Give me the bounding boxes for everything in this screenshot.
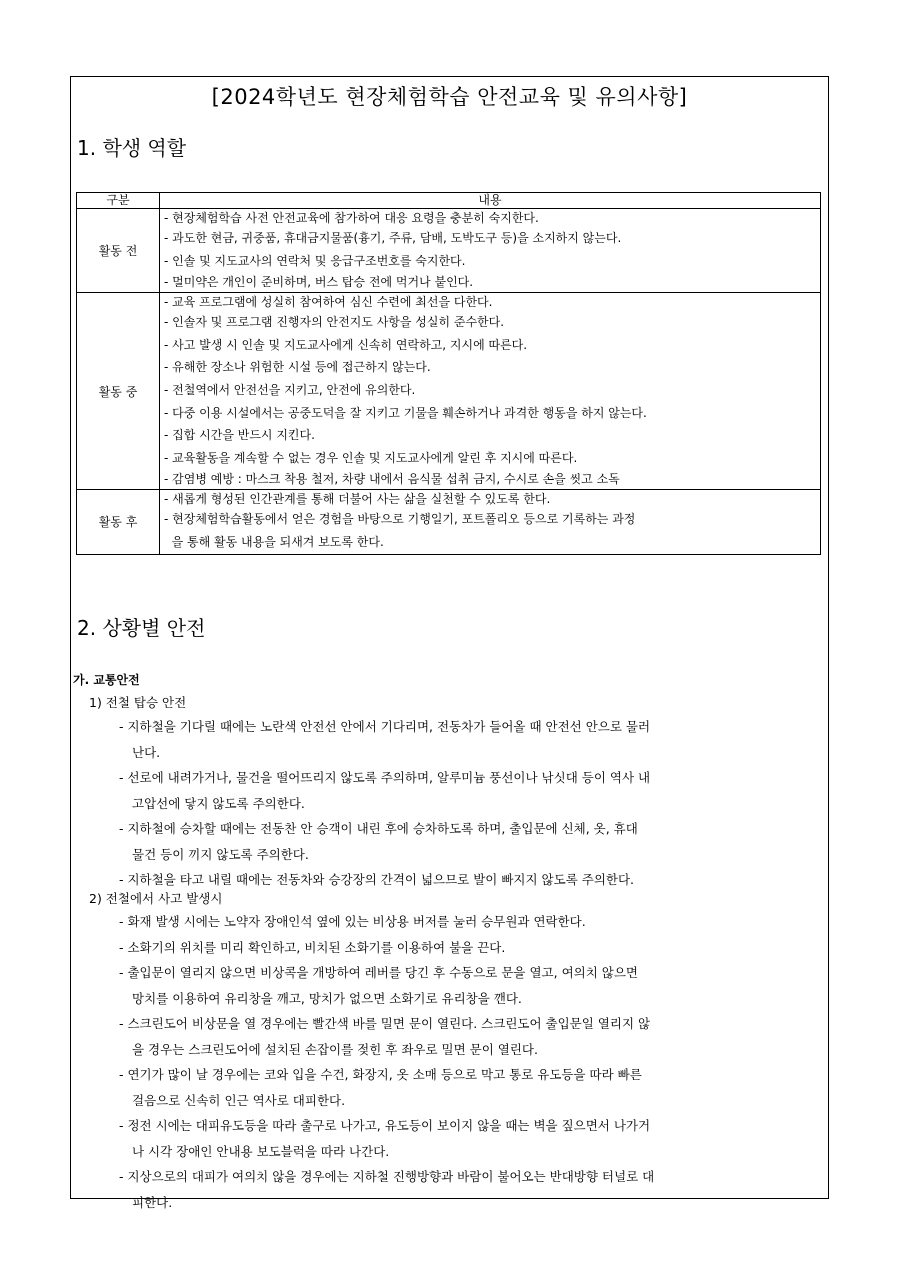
student-role-table (76, 192, 821, 555)
document-title: [2024학년도 현장체험학습 안전교육 및 유의사항] (211, 85, 688, 109)
item-subway-accident-content (119, 909, 829, 1215)
paragraph-line: - 소화기의 위치를 미리 확인하고, 비치된 소화기를 이용하여 불을 끈다. (119, 939, 506, 955)
table-row-before (77, 209, 821, 293)
table-line: - 전철역에서 안전선을 지키고, 안전에 유의한다. (164, 382, 416, 397)
paragraph-line: - 지하철을 기다릴 때에는 노란색 안전선 안에서 기다리며, 전동차가 들어올 때 안전선 안으로 물러 (119, 719, 651, 734)
paragraph-line: - 지하철에 승차할 때에는 전동찬 안 승객이 내린 후에 승차하도록 하며, 출입문에 신체, 옷, 휴대 (119, 821, 638, 836)
table-line: - 교육 프로그램에 성실히 참여하여 심신 수련에 최선을 다한다. (164, 295, 493, 310)
paragraph-line: - 지상으로의 대피가 여의치 않을 경우에는 지하철 진행방향과 바람이 불어오는 반대방향 터널로 대 (119, 1169, 655, 1184)
table-line: 을 통해 활동 내용을 되새겨 보도록 한다. (164, 534, 384, 549)
header-content: 내용 (160, 193, 821, 209)
content-before (160, 209, 821, 293)
content-during (160, 293, 821, 490)
paragraph-line: - 정전 시에는 대피유도등을 따라 출구로 나가고, 유도등이 보이지 않을 때는 벽을 짚으면서 나가거 (119, 1118, 651, 1133)
paragraph-line: 피한다. (132, 1194, 173, 1210)
document-frame (70, 76, 829, 1210)
paragraph-line: 걸음으로 신속히 인근 역사로 대피한다. (132, 1092, 346, 1108)
table-line: - 유해한 장소나 위험한 시설 등에 접근하지 않는다. (164, 360, 431, 375)
section-1-heading: 1. 학생 역할 (77, 136, 187, 160)
section-2-heading: 2. 상황별 안전 (77, 616, 206, 640)
paragraph-line: - 출입문이 열리지 않으면 비상콕을 개방하여 레버를 당긴 후 수동으로 문을 열고, 여의치 않으면 (119, 965, 638, 980)
paragraph-line: 물건 등이 끼지 않도록 주의한다. (132, 846, 309, 862)
paragraph-line: - 연기가 많이 날 경우에는 코와 입을 수건, 화장지, 옷 소매 등으로 막고 통로 유도등을 따라 빠른 (119, 1067, 642, 1082)
category-before: 활동 전 (77, 209, 160, 293)
paragraph-line: - 선로에 내려가거나, 물건을 떨어뜨리지 않도록 주의하며, 알루미늄 풍선이나 낚싯대 등이 역사 내 (119, 770, 651, 785)
table-line: - 사고 발생 시 인솔 및 지도교사에게 신속히 연락하고, 지시에 따른다. (164, 337, 528, 352)
table-line: - 감염병 예방 : 마스크 착용 철저, 차량 내에서 음식물 섭취 금지, 수시로 손을 씻고 소독 (164, 472, 620, 487)
table-line: - 과도한 현금, 귀중품, 휴대금지물품(흉기, 주류, 담배, 도박도구 등)을 소지하지 않는다. (164, 231, 622, 245)
header-category: 구분 (77, 193, 160, 209)
table-line: - 멀미약은 개인이 준비하며, 버스 탑승 전에 먹거나 붙인다. (164, 275, 474, 290)
content-after (160, 490, 821, 554)
paragraph-line: 고압선에 닿지 않도록 주의한다. (132, 795, 305, 811)
item-subway-boarding-content (119, 714, 829, 893)
table-line: - 교육활동을 계속할 수 없는 경우 인솔 및 지도교사에게 알린 후 지시에 따른다. (164, 450, 578, 465)
table-line: - 다중 이용 시설에서는 공중도덕을 잘 지키고 기물을 훼손하거나 과격한 행동을 하지 않는다. (164, 405, 647, 420)
item-subway-boarding-title: 1) 전철 탑승 안전 (89, 695, 187, 710)
table-row-during (77, 293, 821, 490)
paragraph-line: 나 시각 장애인 안내용 보도블럭을 따라 나간다. (132, 1143, 390, 1159)
paragraph-line: - 스크린도어 비상문을 열 경우에는 빨간색 바를 밀면 문이 열린다. 스크린도어 출입문일 열리지 않 (119, 1016, 651, 1031)
table-header-row (77, 193, 821, 209)
table-line: - 인솔 및 지도교사의 연락처 및 응급구조번호를 숙지한다. (164, 253, 466, 268)
paragraph-line: - 지하철을 타고 내릴 때에는 전동차와 승강장의 간격이 넓으므로 발이 빠지지 않도록 주의한다. (119, 872, 635, 887)
table-line: - 새롭게 형성된 인간관계를 통해 더불어 사는 삶을 실천할 수 있도록 한다. (164, 492, 551, 507)
table-line: - 현장체험학습 사전 안전교육에 참가하여 대응 요령을 충분히 숙지한다. (164, 211, 539, 225)
category-during: 활동 중 (77, 293, 160, 490)
paragraph-line: 망치를 이용하여 유리창을 깨고, 망치가 없으면 소화기로 유리창을 깬다. (132, 990, 522, 1006)
item-subway-accident-title: 2) 전철에서 사고 발생시 (89, 891, 223, 906)
table-line: - 인솔자 및 프로그램 진행자의 안전지도 사항을 성실히 준수한다. (164, 315, 505, 330)
paragraph-line: 을 경우는 스크린도어에 설치된 손잡이를 젖힌 후 좌우로 밀면 문이 열린다. (132, 1041, 538, 1057)
paragraph-line: 난다. (132, 744, 161, 760)
table-line: - 현장체험학습활동에서 얻은 경험을 바탕으로 기행일기, 포트폴리오 등으로 기록하는 과정 (164, 512, 636, 527)
paragraph-line: - 화재 발생 시에는 노약자 장애인석 옆에 있는 비상용 버저를 눌러 승무원과 연락한다. (119, 914, 586, 929)
table-line: - 집합 시간을 반드시 지킨다. (164, 428, 315, 443)
subsection-traffic-safety: 가. 교통안전 (73, 673, 140, 687)
category-after: 활동 후 (77, 490, 160, 554)
table-row-after (77, 490, 821, 554)
